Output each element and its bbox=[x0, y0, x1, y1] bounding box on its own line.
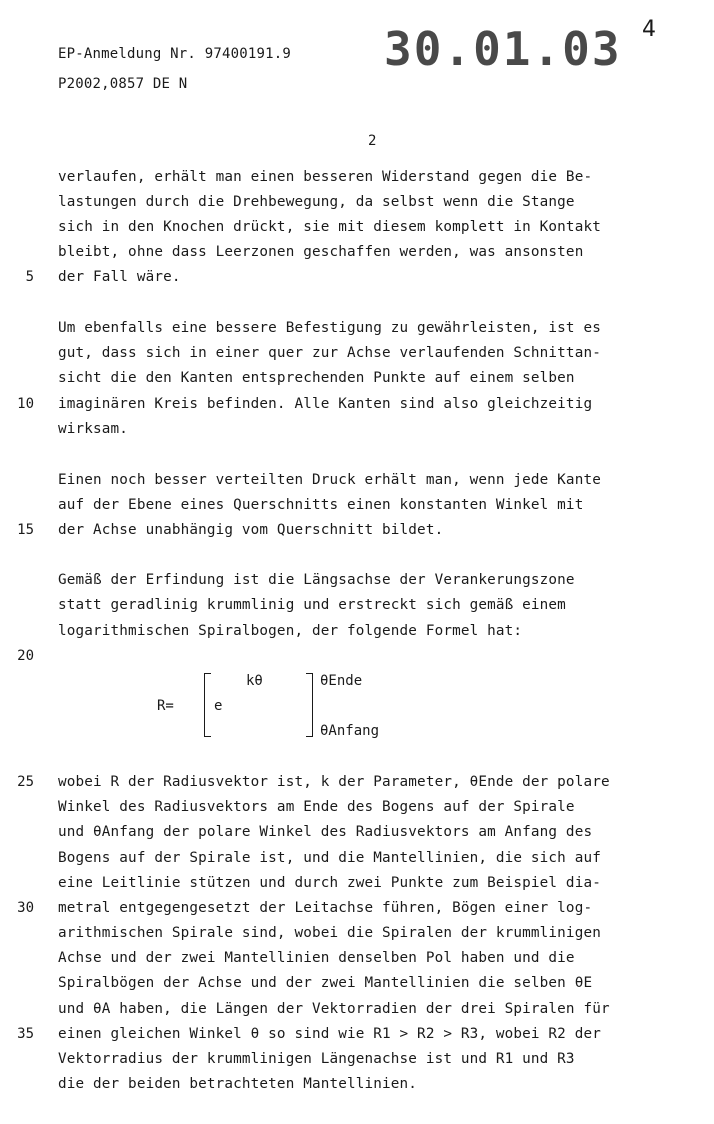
text-line: verlaufen, erhält man einen besseren Widerstand gegen die Be- bbox=[58, 169, 593, 185]
text-line: Einen noch besser verteilten Druck erhält man, wenn jede Kante bbox=[58, 472, 601, 488]
text-line: metral entgegengesetzt der Leitachse führen, Bögen einer log- bbox=[58, 900, 593, 916]
text-line: statt geradlinig krummlinig und erstreckt sich gemäß einem bbox=[58, 597, 566, 613]
text-line: Bogens auf der Spirale ist, und die Mantellinien, die sich auf bbox=[58, 850, 601, 866]
line-number: 20 bbox=[17, 648, 34, 664]
line-number: 15 bbox=[17, 522, 34, 538]
text-line: sich in den Knochen drückt, sie mit diesem komplett in Kontakt bbox=[58, 219, 601, 235]
text-line: Vektorradius der krummlinigen Längenachse ist und R1 und R3 bbox=[58, 1051, 575, 1067]
text-line: lastungen durch die Drehbewegung, da selbst wenn die Stange bbox=[58, 194, 575, 210]
right-bracket bbox=[306, 673, 313, 737]
line-number: 35 bbox=[17, 1026, 34, 1042]
text-line: und θA haben, die Längen der Vektorradien der drei Spiralen für bbox=[58, 1001, 610, 1017]
text-line: auf der Ebene eines Querschnitts einen konstanten Winkel mit bbox=[58, 497, 584, 513]
line-number: 5 bbox=[25, 269, 34, 285]
text-line: eine Leitlinie stützen und durch zwei Punkte zum Beispiel dia- bbox=[58, 875, 601, 891]
corner-page-number: 4 bbox=[642, 17, 656, 42]
formula-upper-limit: θEnde bbox=[320, 673, 363, 689]
text-line: und θAnfang der polare Winkel des Radiusvektors am Anfang des bbox=[58, 824, 593, 840]
formula-base: e bbox=[214, 698, 223, 714]
reference-number: P2002,0857 DE N bbox=[58, 76, 188, 92]
text-line: logarithmischen Spiralbogen, der folgende Formel hat: bbox=[58, 623, 523, 639]
formula-lower-limit: θAnfang bbox=[320, 723, 380, 739]
left-bracket bbox=[204, 673, 211, 737]
formula-lhs: R= bbox=[157, 698, 174, 714]
text-line: imaginären Kreis befinden. Alle Kanten sind also gleichzeitig bbox=[58, 396, 593, 412]
text-line: wobei R der Radiusvektor ist, k der Parameter, θEnde der polare bbox=[58, 774, 610, 790]
text-line: der Fall wäre. bbox=[58, 269, 181, 285]
application-number: EP-Anmeldung Nr. 97400191.9 bbox=[58, 46, 291, 62]
text-line: wirksam. bbox=[58, 421, 129, 437]
text-line: Spiralbögen der Achse und der zwei Mantellinien die selben θE bbox=[58, 975, 593, 991]
line-number: 30 bbox=[17, 900, 34, 916]
text-line: Um ebenfalls eine bessere Befestigung zu gewährleisten, ist es bbox=[58, 320, 601, 336]
text-line: die der beiden betrachteten Mantellinien. bbox=[58, 1076, 418, 1092]
line-number: 10 bbox=[17, 396, 34, 412]
page-number: 2 bbox=[368, 133, 377, 149]
text-line: Winkel des Radiusvektors am Ende des Bogens auf der Spirale bbox=[58, 799, 575, 815]
date-stamp: 30.01.03 bbox=[384, 22, 622, 76]
text-line: einen gleichen Winkel θ so sind wie R1 > R2 > R3, wobei R2 der bbox=[58, 1026, 601, 1042]
line-number: 25 bbox=[17, 774, 34, 790]
text-line: bleibt, ohne dass Leerzonen geschaffen werden, was ansonsten bbox=[58, 244, 584, 260]
text-line: sicht die den Kanten entsprechenden Punkte auf einem selben bbox=[58, 370, 575, 386]
text-line: gut, dass sich in einer quer zur Achse verlaufenden Schnittan- bbox=[58, 345, 601, 361]
text-line: Achse und der zwei Mantellinien denselben Pol haben und die bbox=[58, 950, 575, 966]
text-line: arithmischen Spirale sind, wobei die Spiralen der krummlinigen bbox=[58, 925, 601, 941]
text-line: der Achse unabhängig vom Querschnitt bildet. bbox=[58, 522, 444, 538]
formula-exponent: kθ bbox=[246, 673, 263, 689]
text-line: Gemäß der Erfindung ist die Längsachse der Verankerungszone bbox=[58, 572, 575, 588]
